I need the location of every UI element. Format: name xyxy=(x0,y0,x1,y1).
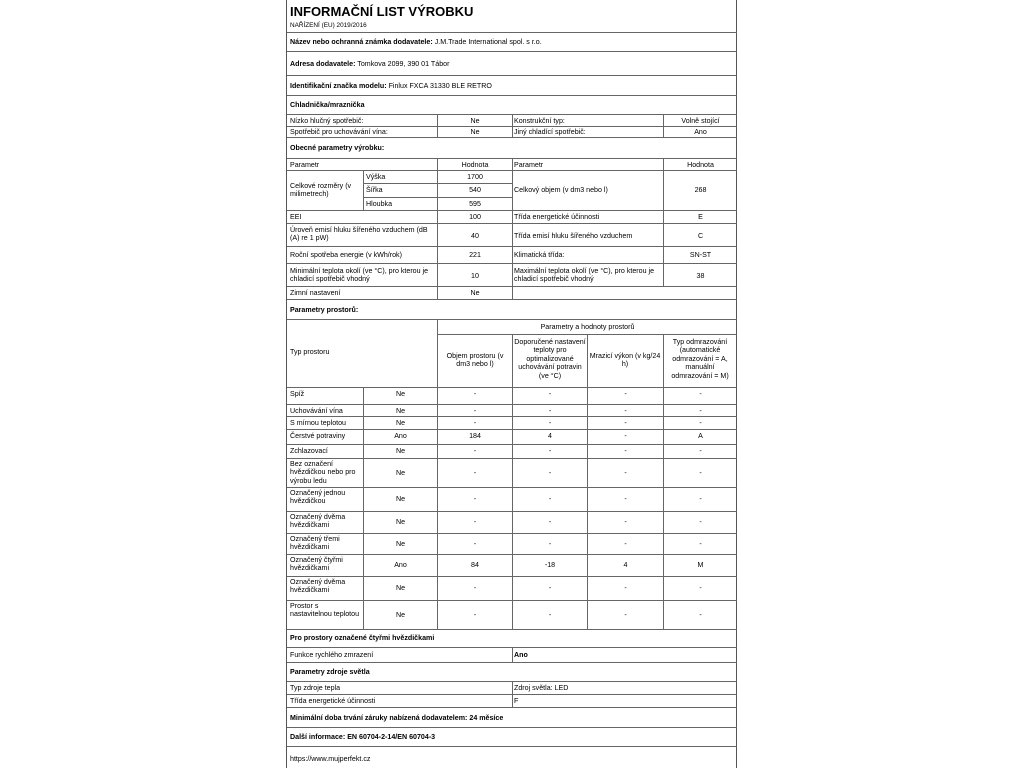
light-source-heading: Parametry zdroje světla xyxy=(290,668,370,676)
compartment-freeze: - xyxy=(624,611,627,619)
compartment-present: Ne xyxy=(395,540,406,548)
category-row-1-label-right: Konstrukční typ: xyxy=(514,117,565,125)
regulation-reference: NAŘÍZENÍ (EU) 2019/2016 xyxy=(290,22,367,29)
additional-info-row xyxy=(290,733,435,741)
compartment-volume: - xyxy=(473,390,477,398)
compartment-freeze: - xyxy=(624,540,627,548)
compartment-freeze: - xyxy=(624,518,627,526)
compartment-defrost: - xyxy=(699,584,702,592)
compartment-name: Spíž xyxy=(290,390,305,398)
total-volume-value: 268 xyxy=(694,186,707,194)
compartment-volume: - xyxy=(473,540,477,548)
compartment-freeze: - xyxy=(624,432,627,440)
climate-class-label: Klimatická třída: xyxy=(514,251,565,259)
compartment-params-group-header: Parametry a hodnoty prostorů xyxy=(540,323,635,331)
warranty-value: 24 měsíce xyxy=(469,714,504,722)
general-col-param-right: Parametr xyxy=(514,161,544,169)
supplier-address-row xyxy=(290,60,449,68)
compartment-defrost: - xyxy=(699,419,702,427)
compartment-defrost: - xyxy=(699,390,702,398)
light-type-value: Zdroj světla: LED xyxy=(514,684,569,692)
compartment-present: Ne xyxy=(395,390,406,398)
model-label: Identifikační značka modelu: xyxy=(290,82,387,90)
compartment-freeze: - xyxy=(624,584,627,592)
noise-class-label: Třída emisí hluku šířeného vzduchem xyxy=(514,232,633,240)
compartment-temp: -18 xyxy=(544,561,556,569)
compartment-name: Označený čtyřmi hvězdičkami xyxy=(290,556,343,573)
compartment-name: Bez označení hvězdičkou nebo pro výrobu ledu xyxy=(290,460,356,485)
supplier-name-row xyxy=(290,38,542,46)
min-ambient-temp-value: 10 xyxy=(471,272,479,280)
compartment-present: Ne xyxy=(395,447,406,455)
compartment-freeze: - xyxy=(624,419,627,427)
total-volume-label: Celkový objem (v dm3 nebo l) xyxy=(514,186,608,194)
annual-energy-label: Roční spotřeba energie (v kWh/rok) xyxy=(290,251,402,259)
compartment-defrost: - xyxy=(699,447,702,455)
general-col-value-left: Hodnota xyxy=(461,161,489,169)
compartment-defrost: - xyxy=(699,611,702,619)
category-row-2-value-left: Ne xyxy=(470,128,480,136)
compartment-temp: - xyxy=(548,611,552,619)
dimensions-label: Celkové rozměry (v milimetrech) xyxy=(290,182,352,199)
compartment-defrost: - xyxy=(699,469,702,477)
eei-value: 100 xyxy=(469,213,481,221)
compartment-temp: 4 xyxy=(548,432,552,440)
compartment-temp: - xyxy=(548,390,552,398)
compartment-present: Ano xyxy=(394,561,407,569)
compartment-defrost: - xyxy=(699,540,702,548)
compartment-temp: - xyxy=(548,447,552,455)
compartment-defrost: A xyxy=(698,432,703,440)
compartment-temp: - xyxy=(548,495,552,503)
compartment-volume: - xyxy=(473,611,477,619)
winter-setting-label: Zimní nastavení xyxy=(290,289,341,297)
depth-label: Hloubka xyxy=(366,200,393,208)
model-row xyxy=(290,82,492,90)
compartment-present: Ne xyxy=(395,518,406,526)
compartment-volume: - xyxy=(473,407,477,415)
compartment-volume: - xyxy=(473,447,477,455)
compartment-name: Označený třemi hvězdičkami xyxy=(290,535,340,552)
row-divider xyxy=(287,629,737,630)
max-ambient-temp-label: Maximální teplota okolí (ve °C), pro kterou je chladicí spotřebič vhodný xyxy=(514,267,655,284)
compartment-freeze: - xyxy=(624,447,627,455)
compartment-name: Uchovávání vína xyxy=(290,407,343,415)
compartment-freeze: - xyxy=(624,469,627,477)
compartment-col-volume: Objem prostoru (v dm3 nebo l) xyxy=(446,352,504,369)
compartment-name: Prostor s nastavitelnou teplotou xyxy=(290,602,360,619)
compartment-temp: - xyxy=(548,584,552,592)
width-label: Šířka xyxy=(366,186,383,194)
eei-label: EEI xyxy=(290,213,302,221)
max-ambient-temp-value: 38 xyxy=(696,272,705,280)
compartment-volume: 184 xyxy=(469,432,481,440)
winter-setting-value: Ne xyxy=(470,289,480,297)
warranty-row xyxy=(290,714,503,722)
noise-emission-value: 40 xyxy=(471,232,479,240)
compartment-present: Ano xyxy=(394,432,407,440)
compartment-volume: - xyxy=(473,419,477,427)
depth-value: 595 xyxy=(469,200,481,208)
warranty-label: Minimální doba trvání záruky nabízená dodavatelem: xyxy=(290,714,468,722)
website-link[interactable]: https://www.mujperfekt.cz xyxy=(290,755,371,763)
category-row-1-value-left: Ne xyxy=(470,117,480,125)
product-information-sheet xyxy=(286,0,737,768)
category-row-1-value-right: Volně stojící xyxy=(681,117,720,125)
annual-energy-value: 221 xyxy=(469,251,481,259)
compartment-freeze: 4 xyxy=(623,561,628,569)
compartment-col-defrost: Typ odmrazování (automatické odmrazování = A, manuální odmrazování = M) xyxy=(671,338,729,380)
compartment-col-temperature: Doporučené nastavení teploty pro optimalizované uchovávání potravin (ve °C) xyxy=(514,338,586,380)
compartment-name: Čerstvé potraviny xyxy=(290,432,346,440)
compartment-col-freezing: Mrazicí výkon (v kg/24 h) xyxy=(589,352,661,369)
compartments-heading: Parametry prostorů: xyxy=(290,306,359,314)
compartment-present: Ne xyxy=(395,419,406,427)
compartment-temp: - xyxy=(548,518,552,526)
compartment-name: Označený jednou hvězdičkou xyxy=(290,489,346,506)
additional-info-value: EN 60704-2-14/EN 60704-3 xyxy=(347,733,436,741)
compartment-volume: - xyxy=(473,584,477,592)
compartment-temp: - xyxy=(548,540,552,548)
category-heading: Chladnička/mraznička xyxy=(290,101,365,109)
compartment-present: Ne xyxy=(395,611,406,619)
compartment-name: Označený dvěma hvězdičkami xyxy=(290,578,346,595)
supplier-name-value: J.M.Trade International spol. s r.o. xyxy=(434,38,542,46)
noise-class-value: C xyxy=(697,232,704,240)
energy-class-value: E xyxy=(698,213,703,221)
category-row-2-value-right: Ano xyxy=(694,128,707,136)
compartment-present: Ne xyxy=(395,407,406,415)
compartment-defrost: - xyxy=(699,518,702,526)
compartment-volume: - xyxy=(473,469,477,477)
compartment-freeze: - xyxy=(624,390,627,398)
min-ambient-temp-label: Minimální teplota okolí (ve °C), pro kterou je chladicí spotřebič vhodný xyxy=(290,267,429,284)
light-energy-class-label: Třída energetické účinnosti xyxy=(290,697,376,705)
light-type-label: Typ zdroje tepla xyxy=(290,684,341,692)
supplier-address-label: Adresa dodavatele: xyxy=(290,60,356,68)
fast-freeze-value: Ano xyxy=(514,651,528,659)
compartment-present: Ne xyxy=(395,469,406,477)
general-col-param-left: Parametr xyxy=(290,161,320,169)
category-row-2-label-left: Spotřebič pro uchovávání vína: xyxy=(290,128,388,136)
compartment-freeze: - xyxy=(624,407,627,415)
compartment-volume: 84 xyxy=(471,561,479,569)
compartment-volume: - xyxy=(473,518,477,526)
height-label: Výška xyxy=(366,173,386,181)
climate-class-value: SN-ST xyxy=(689,251,712,259)
compartment-name: Zchlazovací xyxy=(290,447,328,455)
compartment-temp: - xyxy=(548,419,552,427)
general-heading: Obecné parametry výrobku: xyxy=(290,144,385,152)
model-value: Finlux FXCA 31330 BLE RETRO xyxy=(388,82,492,90)
fast-freeze-label: Funkce rychlého zmrazení xyxy=(290,651,374,659)
compartment-temp: - xyxy=(548,407,552,415)
compartment-present: Ne xyxy=(395,584,406,592)
noise-emission-label: Úroveň emisí hluku šířeného vzduchem (dB (A) re 1 pW) xyxy=(290,226,428,243)
height-value: 1700 xyxy=(467,173,483,181)
compartment-type-header: Typ prostoru xyxy=(290,348,330,356)
category-row-1-label-left: Nízko hlučný spotřebič: xyxy=(290,117,364,125)
compartment-defrost: - xyxy=(699,407,702,415)
compartment-defrost: - xyxy=(699,495,702,503)
additional-info-label: Další informace: xyxy=(290,733,346,741)
compartment-volume: - xyxy=(473,495,477,503)
compartment-freeze: - xyxy=(624,495,627,503)
four-star-heading: Pro prostory označené čtyřmi hvězdičkami xyxy=(290,634,435,642)
sheet-title: INFORMAČNÍ LIST VÝROBKU xyxy=(290,4,474,19)
compartment-name: S mírnou teplotou xyxy=(290,419,346,427)
supplier-address-value: Tomkova 2099, 390 01 Tábor xyxy=(357,60,450,68)
width-value: 540 xyxy=(469,186,481,194)
category-row-2-label-right: Jiný chladící spotřebič: xyxy=(514,128,586,136)
compartment-present: Ne xyxy=(395,495,406,503)
supplier-name-label: Název nebo ochranná známka dodavatele: xyxy=(290,38,433,46)
compartment-temp: - xyxy=(548,469,552,477)
light-energy-class-value: F xyxy=(514,697,519,705)
compartment-name: Označený dvěma hvězdičkami xyxy=(290,513,346,530)
energy-class-label: Třída energetické účinnosti xyxy=(514,213,600,221)
general-col-value-right: Hodnota xyxy=(687,161,714,169)
compartment-defrost: M xyxy=(697,561,704,569)
